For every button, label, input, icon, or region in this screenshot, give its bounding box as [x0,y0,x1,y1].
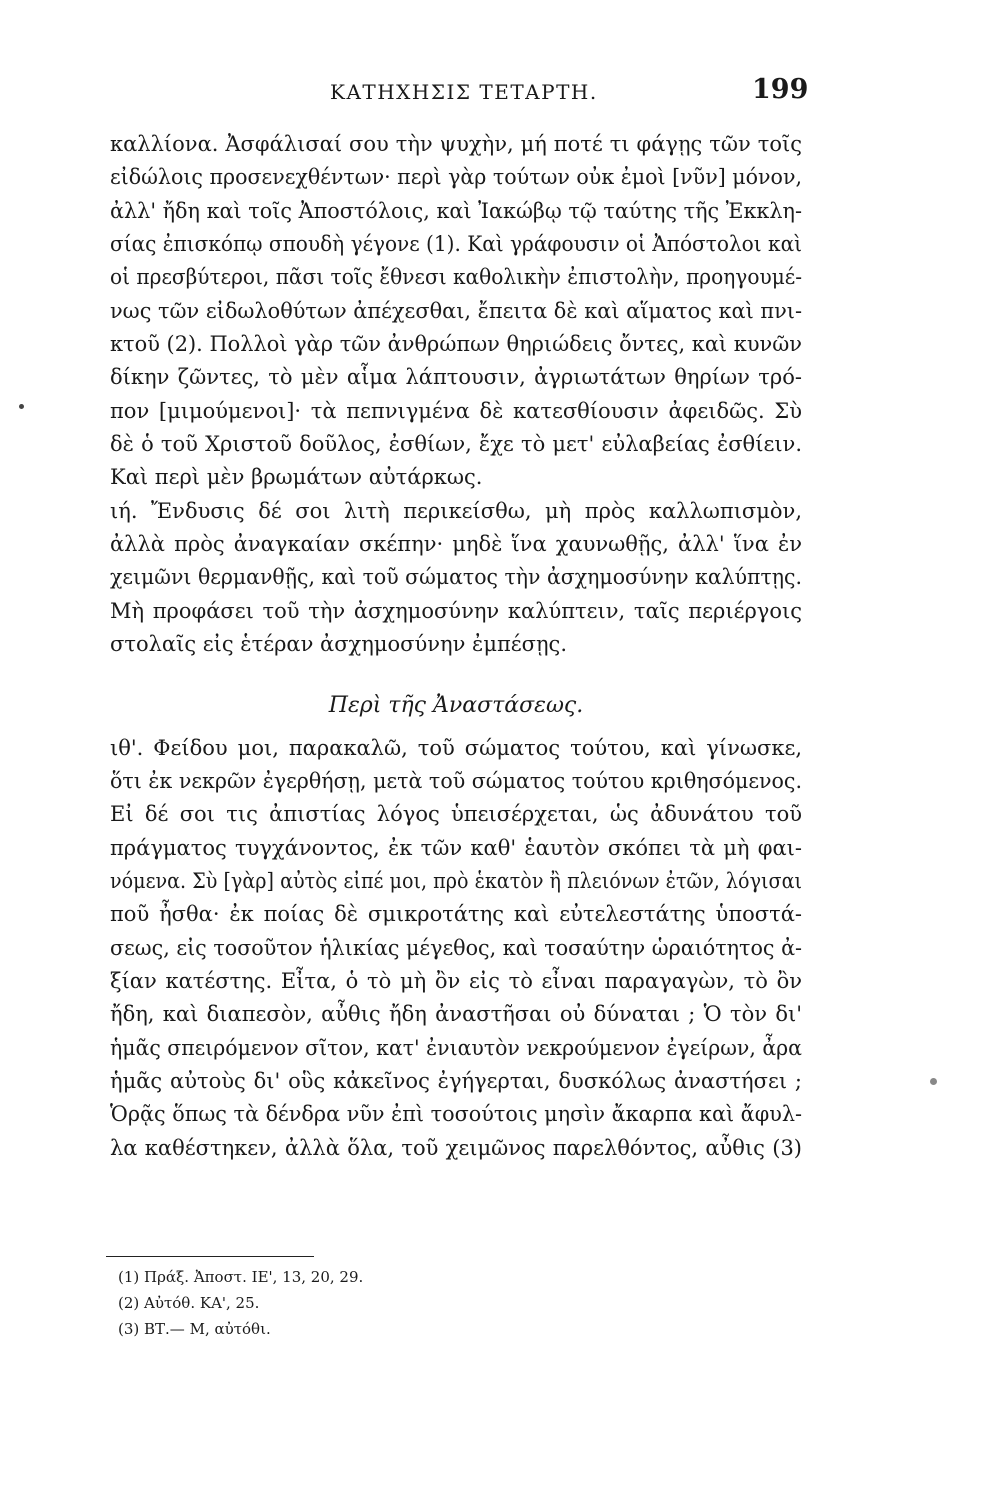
text-line: ὅτι ἐκ νεκρῶν ἐγερθήσῃ, μετὰ τοῦ σώματος τούτου κριθησόμενος. [110,768,802,793]
footnotes [118,1264,718,1342]
text-line: Ὁρᾷς ὅπως τὰ δένδρα νῦν ἐπὶ τοσούτοις μησὶν ἄκαρπα καὶ ἄφυλ- [110,1102,802,1127]
text-line: ἀλλὰ πρὸς ἀναγκαίαν σκέπην· μηδὲ ἵνα χαυνωθῇς, ἀλλ' ἵνα ἐν [110,532,802,557]
text-line: ἡμᾶς αὐτοὺς δι' οὓς κἀκεῖνος ἐγήγερται, δυσκόλως ἀναστήσει ; [110,1068,802,1093]
ink-speck [930,1078,937,1085]
footnote-rule [106,1256,314,1257]
running-head-title: ΚΑΤΗΧΗΣΙΣ ΤΕΤΑΡΤΗ. [330,80,598,104]
text-line: στολαῖς εἰς ἑτέραν ἀσχημοσύνην ἐμπέσῃς. [110,632,567,657]
text-line: δίκην ζῶντες, τὸ μὲν αἷμα λάπτουσιν, ἀγριωτάτων θηρίων τρό- [110,365,802,390]
text-line: Εἰ δέ σοι τις ἀπιστίας λόγος ὑπεισέρχεται, ὡς ἀδυνάτου τοῦ [110,802,802,827]
footnote: (3) ΒΤ.— Μ, αὐτόθι. [118,1320,271,1338]
text-line: χειμῶνι θερμανθῇς, καὶ τοῦ σώματος τὴν ἀσχημοσύνην καλύπτῃς. [110,565,802,590]
text-line: λα καθέστηκεν, ἀλλὰ ὅλα, τοῦ χειμῶνος παρελθόντος, αὖθις (3) [110,1135,802,1160]
text-line: σίας ἐπισκόπῳ σπουδὴ γέγονε (1). Καὶ γράφουσιν οἱ Ἀπόστολοι καὶ [110,232,802,257]
text-line: πον [μιμούμενοι]· τὰ πεπνιγμένα δὲ κατεσθίουσιν ἀφειδῶς. Σὺ [110,398,802,423]
text-line: καλλίονα. Ἀσφάλισαί σου τὴν ψυχὴν, μή ποτέ τι φάγῃς τῶν τοῖς [110,132,802,156]
text-line: ποῦ ἦσθα· ἐκ ποίας δὲ σμικροτάτης καὶ εὐτελεστάτης ὑποστά- [110,902,802,927]
text-line: ἡμᾶς σπειρόμενον σῖτον, κατ' ἐνιαυτὸν νεκρούμενον ἐγείρων, ἆρα [110,1035,802,1060]
text-line: εἰδώλοις προσενεχθέντων· περὶ γὰρ τούτων οὐκ ἐμοὶ [νῦν] μόνον, [110,165,802,190]
running-head [0,74,1003,108]
text-line: ἀλλ' ἤδη καὶ τοῖς Ἀποστόλοις, καὶ Ἰακώβῳ τῷ ταύτης τῆς Ἐκκλη- [110,198,802,223]
text-line: νόμενα. Σὺ [γὰρ] αὐτὸς εἰπέ μοι, πρὸ ἑκατὸν ἢ πλειόνων ἐτῶν, λόγισαι [110,868,802,893]
page-number: 199 [752,74,809,105]
text-line: νως τῶν εἰδωλοθύτων ἀπέχεσθαι, ἔπειτα δὲ καὶ αἵματος καὶ πνι- [110,298,802,323]
text-line: οἱ πρεσβύτεροι, πᾶσι τοῖς ἔθνεσι καθολικὴν ἐπιστολὴν, προηγουμέ- [110,265,802,290]
text-line: ξίαν κατέστης. Εἶτα, ὁ τὸ μὴ ὂν εἰς τὸ εἶναι παραγαγὼν, τὸ ὂν [110,968,802,993]
text-line: σεως, εἰς τοσοῦτον ἡλικίας μέγεθος, καὶ τοσαύτην ὡραιότητος ἀ- [110,935,802,960]
text-line: ιή. Ἔνδυσις δέ σοι λιτὴ περικείσθω, μὴ πρὸς καλλωπισμὸν, [110,498,802,523]
text-line: Καὶ περὶ μὲν βρωμάτων αὐτάρκως. [110,465,483,490]
text-line: κτοῦ (2). Πολλοὶ γὰρ τῶν ἀνθρώπων θηριώδεις ὄντες, καὶ κυνῶν [110,332,802,357]
text-line: δὲ ὁ τοῦ Χριστοῦ δοῦλος, ἐσθίων, ἔχε τὸ μετ' εὐλαβείας ἐσθίειν. [110,432,802,457]
footnote: (1) Πράξ. Ἀποστ. ΙΕ', 13, 20, 29. [118,1268,364,1286]
text-line: ἤδη, καὶ διαπεσὸν, αὖθις ἤδη ἀναστῆσαι οὐ δύναται ; Ὁ τὸν δι' [110,1002,802,1027]
text-line: ιθ'. Φείδου μοι, παρακαλῶ, τοῦ σώματος τούτου, καὶ γίνωσκε, [110,735,802,760]
footnote: (2) Αὐτόθ. ΚΑ', 25. [118,1294,260,1312]
text-line: Μὴ προφάσει τοῦ τὴν ἀσχημοσύνην καλύπτειν, ταῖς περιέργοις [110,598,802,623]
section-heading: Περὶ τῆς Ἀναστάσεως. [328,692,584,718]
text-line: πράγματος τυγχάνοντος, ἐκ τῶν καθ' ἑαυτὸν σκόπει τὰ μὴ φαι- [110,835,802,860]
ink-speck [19,404,24,409]
section-spacer [110,662,802,680]
body-text [110,128,802,1165]
